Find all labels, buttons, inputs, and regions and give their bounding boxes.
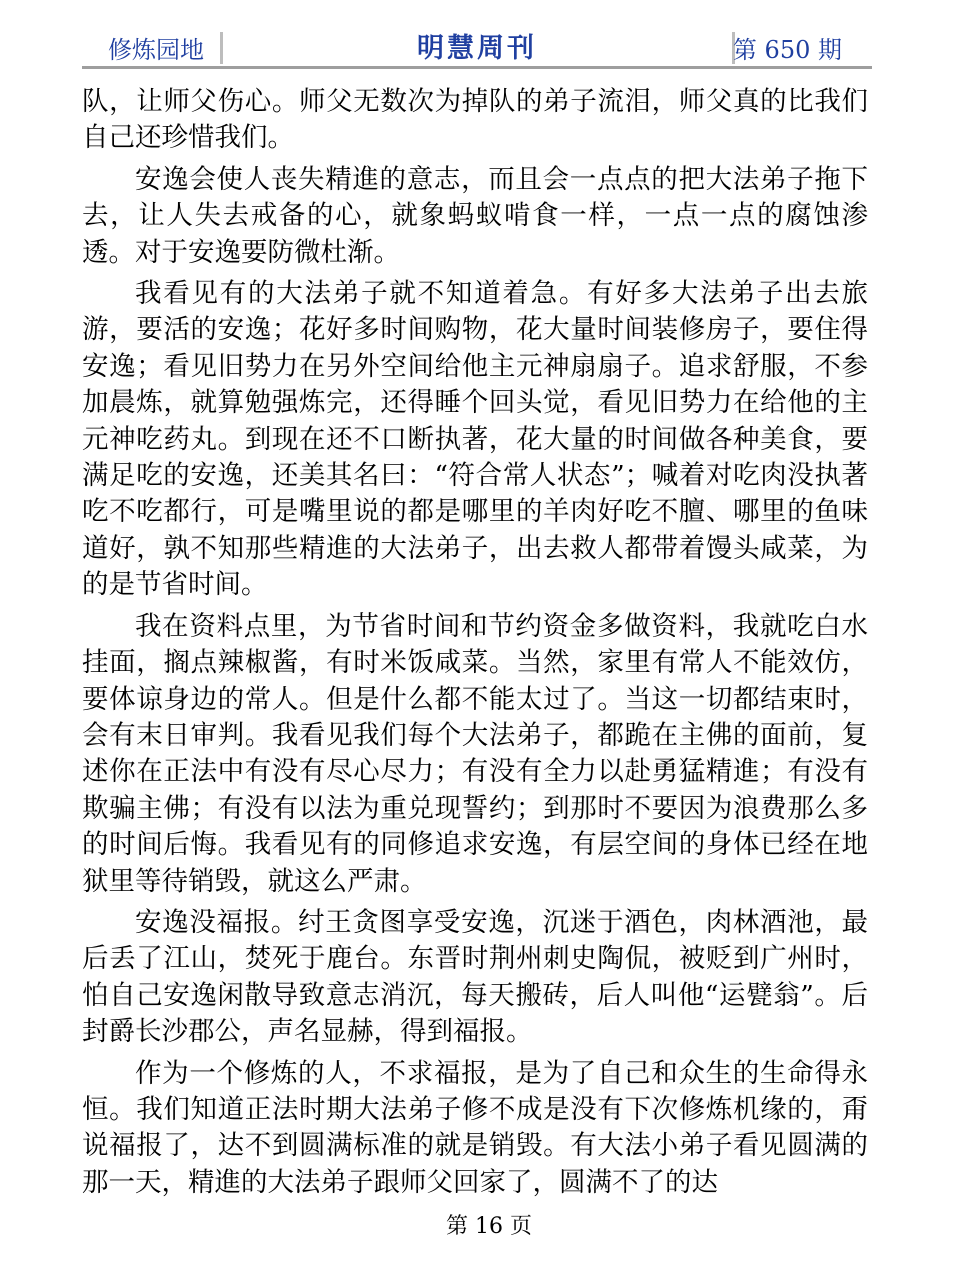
paragraph: 安逸没福报。纣王贪图享受安逸，沉迷于酒色，肉林酒池，最后丢了江山，焚死于鹿台。东晋时荆州刺史陶侃，被贬到广州时，怕自己安逸闲散导致意志消沉，每天搬砖，后人叫他“运甓翁”。后封爵长沙郡公，声名显赫，得到福报。: [82, 906, 868, 1048]
page-number: 第 16 页: [446, 1214, 532, 1239]
page-header: [82, 28, 872, 64]
paragraph: 队，让师父伤心。师父无数次为掉队的弟子流泪，师父真的比我们自己还珍惜我们。: [82, 86, 868, 154]
paragraph: 作为一个修炼的人，不求福报，是为了自己和众生的生命得永恒。我们知道正法时期大法弟子修不成是没有下次修炼机缘的，甭说福报了，达不到圆满标准的就是销毁。有大法小弟子看见圆满的那一天，精進的大法弟子跟师父回家了，圆满不了的达: [82, 1057, 868, 1198]
publication-title: 明慧周刊: [417, 33, 537, 64]
paragraph: 我在资料点里，为节省时间和节约资金多做资料，我就吃白水挂面，搁点辣椒酱，有时米饭咸菜。当然，家里有常人不能效仿，要体谅身边的常人。但是什么都不能太过了。当这一切都结束时，会有末日审判。我看见我们每个大法弟子，都跪在主佛的面前，复述你在正法中有没有尽心尽力；有没有全力以赴勇猛精進；有没有欺骗主佛；有没有以法为重兑现誓约；到那时不要因为浪费那么多的时间后悔。我看见有的同修追求安逸，有层空间的身体已经在地狱里等待销毁，就这么严肃。: [82, 610, 868, 897]
header-rule: [82, 66, 872, 69]
section-label: 修炼园地: [108, 36, 204, 64]
article-body: [82, 84, 868, 1206]
issue-number: 第 650 期: [732, 36, 842, 64]
paragraph: 我看见有的大法弟子就不知道着急。有好多大法弟子出去旅游，要活的安逸；花好多时间购物，花大量时间装修房子，要住得安逸；看见旧势力在另外空间给他主元神扇扇子。追求舒服，不参加晨炼，就算勉强炼完，还得睡个回头觉，看见旧势力在给他的主元神吃药丸。到现在还不口断执著，花大量的时间做各种美食，要满足吃的安逸，还美其名曰：“符合常人状态”；喊着对吃肉没执著吃不吃都行，可是嘴里说的都是哪里的羊肉好吃不膻、哪里的鱼味道好，孰不知那些精進的大法弟子，出去救人都带着馒头咸菜，为的是节省时间。: [82, 278, 868, 601]
paragraph: 安逸会使人丧失精進的意志，而且会一点点的把大法弟子拖下去，让人失去戒备的心，就象蚂蚁啃食一样，一点一点的腐蚀渗透。对于安逸要防微杜渐。: [82, 163, 868, 268]
